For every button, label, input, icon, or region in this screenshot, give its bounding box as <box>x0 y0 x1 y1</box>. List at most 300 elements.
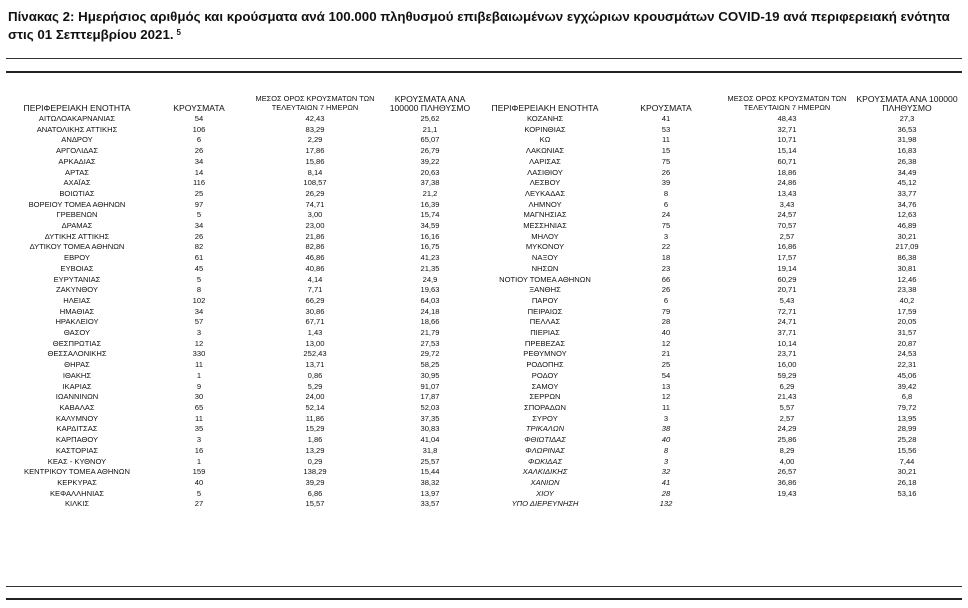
right-per100k-cell: 26,18 <box>897 477 917 487</box>
left-avg7-cell: 138,29 <box>303 467 327 477</box>
left-per100k-cell: 21,2 <box>422 188 438 198</box>
right-per100k-cell: 36,53 <box>897 124 917 134</box>
right-region-cell: ΡΟΔΟΥ <box>531 370 559 380</box>
left-cases-cell: 159 <box>192 467 206 477</box>
right-region-cell: ΛΕΣΒΟΥ <box>529 178 561 188</box>
left-avg7-cell: 42,43 <box>305 114 325 123</box>
table-row <box>6 275 962 286</box>
left-per100k-cell: 34,59 <box>420 221 440 231</box>
right-avg7-cell: 5,57 <box>779 402 795 412</box>
right-per100k-cell: 31,57 <box>897 328 917 338</box>
table-row <box>6 242 962 253</box>
left-avg7-cell: 4,14 <box>307 274 323 284</box>
left-cases-cell: 61 <box>194 253 204 263</box>
left-per100k-cell: 26,79 <box>420 146 440 156</box>
right-per100k-cell: 46,89 <box>897 221 917 231</box>
table-row <box>6 414 962 425</box>
left-region-cell: ΓΡΕΒΕΝΩΝ <box>56 210 98 220</box>
right-per100k-cell: 34,76 <box>897 199 917 209</box>
right-region-cell: ΧΑΝΙΩΝ <box>530 477 560 487</box>
left-avg7-cell: 0,29 <box>307 456 323 466</box>
covid-regional-table <box>6 95 962 510</box>
left-per100k-cell: 27,53 <box>420 338 440 348</box>
right-per100k-cell: 20,05 <box>897 317 917 327</box>
left-region-cell: ΚΑΡΔΙΤΣΑΣ <box>56 424 98 434</box>
left-region-cell: ΚΑΛΥΜΝΟΥ <box>55 413 99 423</box>
bottom-rule-1 <box>6 586 962 587</box>
table-row <box>6 317 962 328</box>
right-cases-cell: 15 <box>661 146 671 156</box>
right-region-cell: ΤΡΙΚΑΛΩΝ <box>525 424 565 434</box>
right-cases-cell: 6 <box>663 295 669 305</box>
right-per100k-cell: 12,63 <box>897 210 917 220</box>
left-region-cell: ΚΕΑΣ - ΚΥΘΝΟΥ <box>47 456 107 466</box>
right-per100k-cell: 33,77 <box>897 188 917 198</box>
right-per100k-cell: 30,81 <box>897 263 917 273</box>
right-cases-cell: 26 <box>661 285 671 295</box>
left-per100k-cell: 29,72 <box>420 349 440 359</box>
right-cases-cell: 11 <box>662 135 670 145</box>
table-row <box>6 392 962 403</box>
left-cases-cell: 34 <box>194 156 204 166</box>
right-cases-cell: 32 <box>661 467 671 477</box>
right-avg7-cell: 10,14 <box>777 338 797 348</box>
right-region-cell: ΚΩ <box>539 135 551 145</box>
left-per100k-cell: 24,18 <box>420 306 440 316</box>
right-avg7-cell: 24,71 <box>777 317 797 327</box>
table-row <box>6 296 962 307</box>
left-per100k-cell: 41,23 <box>420 253 440 263</box>
left-avg7-cell: 0,86 <box>307 370 323 380</box>
left-cases-cell: 27 <box>194 499 204 509</box>
left-cases-cell: 54 <box>194 114 204 123</box>
left-region-cell: ΗΡΑΚΛΕΙΟΥ <box>55 317 99 327</box>
right-cases-cell: 26 <box>661 167 671 177</box>
left-per100k-cell: 91,07 <box>420 381 440 391</box>
right-cases-cell: 11 <box>662 402 670 412</box>
right-avg7-cell: 59,29 <box>777 370 797 380</box>
right-per100k-cell: 86,38 <box>897 253 917 263</box>
right-avg7-cell: 16,00 <box>777 360 797 370</box>
header-per100k-right: ΚΡΟΥΣΜΑΤΑ ΑΝΑ 100000 ΠΛΗΘΥΣΜΟ <box>856 94 958 113</box>
left-avg7-cell: 66,29 <box>305 295 325 305</box>
table-row <box>6 135 962 146</box>
right-region-cell: ΣΕΡΡΩΝ <box>529 392 561 402</box>
table-row <box>6 189 962 200</box>
left-cases-cell: 82 <box>194 242 204 252</box>
right-per100k-cell: 28,99 <box>897 424 917 434</box>
left-region-cell: ΘΗΡΑΣ <box>64 360 90 370</box>
table-row <box>6 457 962 468</box>
right-cases-cell: 8 <box>663 188 669 198</box>
table-row <box>6 200 962 211</box>
right-per100k-cell: 16,83 <box>897 146 917 156</box>
right-per100k-cell: 23,38 <box>897 285 917 295</box>
table-row <box>6 232 962 243</box>
left-cases-cell: 57 <box>194 317 204 327</box>
left-cases-cell: 8 <box>196 285 202 295</box>
right-region-cell: ΦΘΙΩΤΙΔΑΣ <box>524 435 566 445</box>
right-avg7-cell <box>722 499 852 510</box>
left-region-cell: ΑΝΔΡΟΥ <box>61 135 93 145</box>
left-region-cell: ΑΡΚΑΔΙΑΣ <box>58 156 96 166</box>
left-per100k-cell: 33,57 <box>420 499 440 509</box>
table-row <box>6 489 962 500</box>
right-avg7-cell: 6,29 <box>779 381 795 391</box>
header-region-left: ΠΕΡΙΦΕΡΕΙΑΚΗ ΕΝΟΤΗΤΑ <box>23 102 131 113</box>
left-region-cell: ΒΟΙΩΤΙΑΣ <box>59 188 95 198</box>
left-region-cell: ΔΡΑΜΑΣ <box>61 221 93 231</box>
right-cases-cell: 12 <box>661 338 671 348</box>
right-per100k-cell: 25,28 <box>897 435 917 445</box>
left-region-cell: ΔΥΤΙΚΟΥ ΤΟΜΕΑ ΑΘΗΝΩΝ <box>29 242 125 252</box>
right-avg7-cell: 24,57 <box>777 210 797 220</box>
right-region-cell: ΠΡΕΒΕΖΑΣ <box>524 338 566 348</box>
left-region-cell: ΚΕΡΚΥΡΑΣ <box>57 477 97 487</box>
left-region-cell: ΕΒΡΟΥ <box>64 253 90 263</box>
left-per100k-cell: 15,44 <box>420 467 440 477</box>
right-region-cell: ΥΠΟ ΔΙΕΡΕΥΝΗΣΗ <box>511 499 579 509</box>
table-row <box>6 285 962 296</box>
right-per100k-cell: 40,2 <box>899 295 915 305</box>
left-region-cell: ΚΙΛΚΙΣ <box>64 499 90 509</box>
right-per100k-cell: 15,56 <box>897 445 917 455</box>
left-cases-cell: 5 <box>196 488 202 498</box>
right-region-cell: ΝΗΣΩΝ <box>531 263 559 273</box>
left-per100k-cell: 37,38 <box>420 178 440 188</box>
right-per100k-cell: 31,98 <box>897 135 917 145</box>
left-per100k-cell: 37,35 <box>420 413 440 423</box>
left-region-cell: ΗΛΕΙΑΣ <box>63 295 91 305</box>
right-per100k-cell: 13,95 <box>897 413 917 423</box>
right-region-cell: ΠΑΡΟΥ <box>531 295 559 305</box>
right-region-cell: ΛΕΥΚΑΔΑΣ <box>524 188 566 198</box>
left-region-cell: ΕΥΒΟΙΑΣ <box>60 263 94 273</box>
right-cases-cell: 28 <box>661 317 671 327</box>
left-avg7-cell: 82,86 <box>305 242 325 252</box>
left-per100k-cell: 13,97 <box>420 488 440 498</box>
left-cases-cell: 6 <box>196 135 202 145</box>
right-region-cell: ΛΑΣΙΘΙΟΥ <box>527 167 563 177</box>
right-region-cell: ΠΙΕΡΙΑΣ <box>530 328 560 338</box>
left-per100k-cell: 31,8 <box>422 445 438 455</box>
table-title <box>8 8 958 44</box>
left-per100k-cell: 65,07 <box>420 135 440 145</box>
right-avg7-cell: 16,86 <box>777 242 797 252</box>
right-cases-cell: 18 <box>661 253 671 263</box>
right-cases-cell: 13 <box>661 381 671 391</box>
left-avg7-cell: 108,57 <box>303 178 327 188</box>
right-region-cell: ΠΕΛΛΑΣ <box>529 317 561 327</box>
right-region-cell: ΧΙΟΥ <box>536 488 554 498</box>
left-avg7-cell: 30,86 <box>305 306 325 316</box>
table-row <box>6 467 962 478</box>
right-cases-cell: 75 <box>661 156 671 166</box>
right-region-cell: ΞΑΝΘΗΣ <box>529 285 561 295</box>
right-region-cell: ΜΥΚΟΝΟΥ <box>525 242 565 252</box>
left-region-cell: ΑΡΓΟΛΙΔΑΣ <box>55 146 99 156</box>
top-rule-1 <box>6 58 962 59</box>
right-cases-cell: 21 <box>661 349 671 359</box>
left-region-cell: ΚΕΝΤΡΙΚΟΥ ΤΟΜΕΑ ΑΘΗΝΩΝ <box>24 467 130 477</box>
left-region-cell: ΒΟΡΕΙΟΥ ΤΟΜΕΑ ΑΘΗΝΩΝ <box>28 199 126 209</box>
left-region-cell: ΙΘΑΚΗΣ <box>62 370 92 380</box>
right-avg7-cell: 37,71 <box>777 328 797 338</box>
left-avg7-cell: 8,14 <box>307 167 323 177</box>
left-region-cell: ΖΑΚΥΝΘΟΥ <box>56 285 98 295</box>
right-cases-cell: 6 <box>663 199 669 209</box>
right-region-cell: ΛΑΡΙΣΑΣ <box>529 156 561 166</box>
left-cases-cell: 116 <box>192 178 206 188</box>
right-avg7-cell: 18,86 <box>777 167 797 177</box>
right-region-cell: ΠΕΙΡΑΙΩΣ <box>527 306 563 316</box>
right-avg7-cell: 2,57 <box>779 413 795 423</box>
right-avg7-cell: 17,57 <box>777 253 797 263</box>
left-cases-cell: 30 <box>194 392 204 402</box>
right-cases-cell: 3 <box>663 413 669 423</box>
right-region-cell: ΣΠΟΡΑΔΩΝ <box>524 402 566 412</box>
right-region-cell: ΣΑΜΟΥ <box>531 381 559 391</box>
table-row <box>6 264 962 275</box>
header-cases-left: ΚΡΟΥΣΜΑΤΑ <box>173 102 225 113</box>
right-avg7-cell: 25,86 <box>777 435 797 445</box>
left-region-cell: ΑΙΤΩΛΟΑΚΑΡΝΑΝΙΑΣ <box>38 114 116 123</box>
left-per100k-cell: 16,16 <box>420 231 440 241</box>
left-avg7-cell: 23,00 <box>305 221 325 231</box>
left-avg7-cell: 13,00 <box>305 338 325 348</box>
left-avg7-cell: 83,29 <box>305 124 325 134</box>
right-cases-cell: 8 <box>663 445 669 455</box>
left-cases-cell: 11 <box>195 413 203 423</box>
left-avg7-cell: 24,00 <box>305 392 325 402</box>
right-cases-cell: 22 <box>661 242 671 252</box>
right-per100k-cell: 12,46 <box>897 274 917 284</box>
left-avg7-cell: 15,86 <box>305 156 325 166</box>
right-per100k-cell <box>852 499 962 510</box>
right-cases-cell: 3 <box>663 231 669 241</box>
right-avg7-cell: 8,29 <box>779 445 795 455</box>
left-cases-cell: 12 <box>194 338 204 348</box>
table-row <box>6 371 962 382</box>
right-region-cell: ΧΑΛΚΙΔΙΚΗΣ <box>522 467 568 477</box>
header-per100k-left: ΚΡΟΥΣΜΑΤΑ ΑΝΑ 100000 ΠΛΗΘΥΣΜΟ <box>389 94 471 113</box>
left-per100k-cell: 30,95 <box>420 370 440 380</box>
right-per100k-cell: 30,21 <box>897 231 917 241</box>
right-avg7-cell: 20,71 <box>777 285 797 295</box>
left-region-cell: ΕΥΡΥΤΑΝΙΑΣ <box>53 274 101 284</box>
right-avg7-cell: 70,57 <box>777 221 797 231</box>
left-avg7-cell: 5,29 <box>307 381 323 391</box>
left-region-cell: ΑΡΤΑΣ <box>65 167 89 177</box>
left-region-cell: ΘΕΣΣΑΛΟΝΙΚΗΣ <box>47 349 107 359</box>
right-avg7-cell: 60,71 <box>777 156 797 166</box>
right-avg7-cell: 23,71 <box>777 349 797 359</box>
left-avg7-cell: 1,86 <box>307 435 323 445</box>
left-cases-cell: 45 <box>194 263 204 273</box>
left-cases-cell: 25 <box>194 188 204 198</box>
right-avg7-cell: 60,29 <box>777 274 797 284</box>
right-avg7-cell: 3,43 <box>779 199 795 209</box>
left-cases-cell: 35 <box>194 424 204 434</box>
table-row <box>6 178 962 189</box>
right-cases-cell: 12 <box>661 392 671 402</box>
left-avg7-cell: 7,71 <box>307 285 323 295</box>
header-row <box>6 95 962 114</box>
left-per100k-cell: 25,62 <box>420 114 440 123</box>
left-region-cell: ΘΕΣΠΡΩΤΙΑΣ <box>52 338 102 348</box>
left-avg7-cell: 11,86 <box>305 413 325 423</box>
right-cases-cell: 24 <box>661 210 671 220</box>
left-per100k-cell: 41,04 <box>420 435 440 445</box>
right-per100k-cell: 39,42 <box>897 381 917 391</box>
table-body <box>6 114 962 510</box>
left-region-cell: ΚΕΦΑΛΛΗΝΙΑΣ <box>49 488 105 498</box>
header-avg7-right: ΜΕΣΟΣ ΟΡΟΣ ΚΡΟΥΣΜΑΤΩΝ ΤΩΝ ΤΕΛΕΥΤΑΙΩΝ 7 ΗΜΕΡΩΝ <box>727 94 847 112</box>
right-region-cell: ΡΟΔΟΠΗΣ <box>526 360 564 370</box>
left-region-cell: ΚΑΒΑΛΑΣ <box>59 402 95 412</box>
right-avg7-cell: 36,86 <box>777 477 797 487</box>
table-row <box>6 349 962 360</box>
table-row <box>6 424 962 435</box>
left-avg7-cell: 21,86 <box>305 231 325 241</box>
table-row <box>6 253 962 264</box>
table-row <box>6 114 962 125</box>
left-per100k-cell: 21,1 <box>422 124 438 134</box>
left-avg7-cell: 26,29 <box>305 188 325 198</box>
left-per100k-cell: 16,39 <box>420 199 440 209</box>
table-row <box>6 499 962 510</box>
right-cases-cell: 75 <box>661 221 671 231</box>
right-avg7-cell: 5,43 <box>779 295 795 305</box>
table-row <box>6 360 962 371</box>
right-avg7-cell: 2,57 <box>779 231 795 241</box>
left-avg7-cell: 15,29 <box>305 424 325 434</box>
header-cases-right: ΚΡΟΥΣΜΑΤΑ <box>640 102 692 113</box>
left-cases-cell: 34 <box>194 221 204 231</box>
right-region-cell: ΝΟΤΙΟΥ ΤΟΜΕΑ ΑΘΗΝΩΝ <box>499 274 591 284</box>
left-cases-cell: 26 <box>194 231 204 241</box>
right-avg7-cell: 26,57 <box>777 467 797 477</box>
right-cases-cell: 25 <box>661 360 671 370</box>
left-avg7-cell: 15,57 <box>305 499 325 509</box>
left-region-cell: ΚΑΡΠΑΘΟΥ <box>55 435 99 445</box>
right-region-cell: ΦΩΚΙΔΑΣ <box>527 456 563 466</box>
left-avg7-cell: 2,29 <box>307 135 323 145</box>
left-per100k-cell: 58,25 <box>420 360 440 370</box>
right-per100k-cell: 22,31 <box>897 360 917 370</box>
right-avg7-cell: 19,43 <box>777 488 797 498</box>
right-per100k-cell: 24,53 <box>897 349 917 359</box>
left-cases-cell: 3 <box>196 435 202 445</box>
right-avg7-cell: 24,86 <box>777 178 797 188</box>
left-cases-cell: 40 <box>194 477 204 487</box>
table-row <box>6 146 962 157</box>
right-per100k-cell: 6,8 <box>901 392 913 402</box>
right-cases-cell: 79 <box>661 306 671 316</box>
left-per100k-cell: 39,22 <box>420 156 440 166</box>
left-cases-cell: 1 <box>196 456 202 466</box>
left-avg7-cell: 3,00 <box>307 210 323 220</box>
top-rule-2 <box>6 71 962 73</box>
left-per100k-cell: 52,03 <box>420 402 440 412</box>
right-cases-cell: 54 <box>661 370 671 380</box>
right-cases-cell: 132 <box>659 499 673 509</box>
left-per100k-cell: 19,63 <box>420 285 440 295</box>
left-region-cell: ΘΑΣΟΥ <box>63 328 91 338</box>
right-per100k-cell: 27,3 <box>899 114 915 123</box>
left-cases-cell: 34 <box>194 306 204 316</box>
left-per100k-cell: 15,74 <box>420 210 440 220</box>
table-row <box>6 339 962 350</box>
table-row <box>6 157 962 168</box>
header-avg7-left: ΜΕΣΟΣ ΟΡΟΣ ΚΡΟΥΣΜΑΤΩΝ ΤΩΝ ΤΕΛΕΥΤΑΙΩΝ 7 ΗΜΕΡΩΝ <box>255 94 375 112</box>
right-per100k-cell: 30,21 <box>897 467 917 477</box>
left-cases-cell: 11 <box>195 360 203 370</box>
table-row <box>6 168 962 179</box>
left-avg7-cell: 74,71 <box>305 199 325 209</box>
left-avg7-cell: 1,43 <box>307 328 323 338</box>
left-per100k-cell: 64,03 <box>420 295 440 305</box>
right-cases-cell: 41 <box>661 114 671 123</box>
left-cases-cell: 102 <box>192 295 206 305</box>
right-region-cell: ΜΑΓΝΗΣΙΑΣ <box>523 210 567 220</box>
right-per100k-cell: 53,16 <box>897 488 917 498</box>
right-per100k-cell: 17,59 <box>897 306 917 316</box>
right-avg7-cell: 32,71 <box>777 124 797 134</box>
left-region-cell: ΑΧΑΪΑΣ <box>63 178 91 188</box>
bottom-rule-2 <box>6 598 962 600</box>
left-region-cell: ΙΚΑΡΙΑΣ <box>62 381 92 391</box>
right-per100k-cell: 79,72 <box>897 402 917 412</box>
right-cases-cell: 41 <box>661 477 671 487</box>
left-cases-cell: 330 <box>192 349 206 359</box>
right-avg7-cell: 72,71 <box>777 306 797 316</box>
left-avg7-cell: 252,43 <box>303 349 327 359</box>
right-avg7-cell: 13,43 <box>777 188 797 198</box>
left-avg7-cell: 67,71 <box>305 317 325 327</box>
right-per100k-cell: 217,09 <box>895 242 919 252</box>
right-region-cell: ΦΛΩΡΙΝΑΣ <box>525 445 565 455</box>
table-row <box>6 221 962 232</box>
table-row <box>6 307 962 318</box>
table-row <box>6 435 962 446</box>
left-avg7-cell: 13,71 <box>305 360 325 370</box>
left-avg7-cell: 6,86 <box>307 488 323 498</box>
right-per100k-cell: 45,12 <box>897 178 917 188</box>
left-avg7-cell: 39,29 <box>305 477 325 487</box>
left-per100k-cell: 18,66 <box>420 317 440 327</box>
right-cases-cell: 28 <box>661 488 671 498</box>
table-row <box>6 382 962 393</box>
table-row <box>6 446 962 457</box>
right-avg7-cell: 24,29 <box>777 424 797 434</box>
right-cases-cell: 39 <box>661 178 671 188</box>
left-cases-cell: 9 <box>196 381 202 391</box>
left-per100k-cell: 38,32 <box>420 477 440 487</box>
right-region-cell: ΚΟΖΑΝΗΣ <box>526 114 564 123</box>
table-row <box>6 478 962 489</box>
footnote-marker: 5 <box>176 28 181 37</box>
left-cases-cell: 65 <box>194 402 204 412</box>
left-cases-cell: 5 <box>196 274 202 284</box>
left-avg7-cell: 13,29 <box>305 445 325 455</box>
right-cases-cell: 40 <box>661 328 671 338</box>
left-region-cell: ΙΩΑΝΝΙΝΩΝ <box>55 392 99 402</box>
right-per100k-cell: 26,38 <box>897 156 917 166</box>
right-avg7-cell: 19,14 <box>777 263 797 273</box>
table-row <box>6 125 962 136</box>
right-region-cell: ΜΗΛΟΥ <box>531 231 559 241</box>
